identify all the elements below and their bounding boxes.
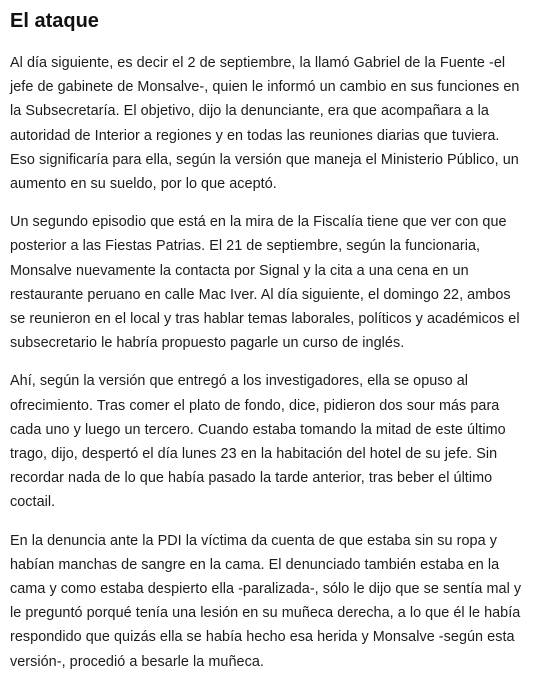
article-heading: El ataque: [10, 10, 99, 32]
article-paragraph-2: Un segundo episodio que está en la mira de la Fiscalía tiene que ver con que posterior a las Fiestas Patrias. El 21 de septiembre, según la funcionaria, Monsalve nuevamente la contacta por Signal y la cita a una cena en un restaurante peruano en calle Mac Iver. Al día siguiente, el domingo 22, ambos se reunieron en el local y tras hablar temas laborales, políticos y académicos el subsecretario le habría propuesto pagarle un curso de inglés.: [10, 214, 520, 352]
article-paragraph-3: Ahí, según la versión que entregó a los investigadores, ella se opuso al ofrecimiento. Tras comer el plato de fondo, dice, pidieron dos sour más para cada uno y luego un tercero. Cuando estaba tomando la mitad de este último trago, dijo, despertó el día lunes 23 en la habitación del hotel de su jefe. Sin recordar nada de lo que había pasado la tarde anterior, tras beber el último coctail.: [10, 373, 506, 511]
article-paragraph-4: En la denuncia ante la PDI la víctima da cuenta de que estaba sin su ropa y habían manchas de sangre en la cama. El denunciado también estaba en la cama y como estaba despierto ella -paralizada-, sólo le dijo que se sentía mal y le preguntó porqué tenía una lesión en su muñeca derecha, a lo que él le había respondido que quizás ella se había hecho esa herida y Monsalve -según esta versión-, procedió a besarle la muñeca.: [10, 532, 522, 670]
article-paragraph-1: Al día siguiente, es decir el 2 de septiembre, la llamó Gabriel de la Fuente -el jefe de gabinete de Monsalve-, quien le informó un cambio en sus funciones en la Subsecretaría. El objetivo, dijo la denunciante, era que acompañara a la autoridad de Interior a regiones y en todas las reuniones diarias que tuviera. Eso significaría para ella, según la versión que maneja el Ministerio Público, un aumento en su sueldo, por lo que aceptó.: [10, 55, 520, 193]
